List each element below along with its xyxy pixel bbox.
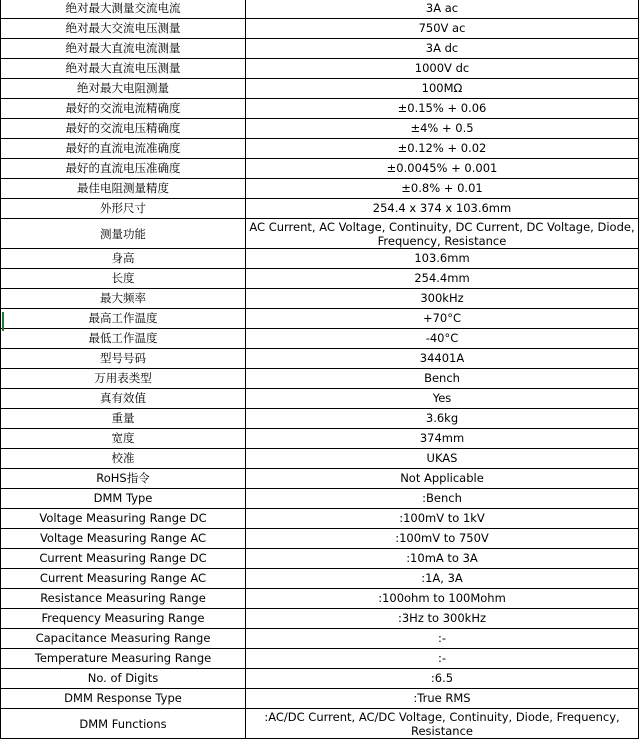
table-row <box>1 569 639 589</box>
spec-label-cell[interactable]: DMM Type <box>1 489 246 509</box>
spec-label-cell[interactable]: 绝对最大测量交流电流 <box>1 0 246 19</box>
table-row <box>1 269 639 289</box>
table-row <box>1 509 639 529</box>
spec-value-cell[interactable]: :100ohm to 100Mohm <box>246 589 639 609</box>
spec-value-cell[interactable]: -40°C <box>246 329 639 349</box>
spec-value-text: :AC/DC Current, AC/DC Voltage, Continuity, Diode, Frequency, Resistance <box>264 709 620 738</box>
spec-label-cell[interactable]: Resistance Measuring Range <box>1 589 246 609</box>
spec-value-cell[interactable]: :- <box>246 629 639 649</box>
table-row <box>1 249 639 269</box>
spec-value-cell[interactable]: +70°C <box>246 309 639 329</box>
spec-value-cell[interactable]: :Bench <box>246 489 639 509</box>
table-row <box>1 469 639 489</box>
spec-label-cell[interactable]: 测量功能 <box>1 219 246 249</box>
spec-label-cell[interactable]: 校准 <box>1 449 246 469</box>
spec-value-cell[interactable]: ±4% + 0.5 <box>246 119 639 139</box>
table-row <box>1 409 639 429</box>
spec-value-cell[interactable]: 254.4mm <box>246 269 639 289</box>
spec-label-cell[interactable]: Current Measuring Range DC <box>1 549 246 569</box>
table-row <box>1 309 639 329</box>
spec-label-cell[interactable]: Frequency Measuring Range <box>1 609 246 629</box>
spec-value-cell[interactable]: UKAS <box>246 449 639 469</box>
spec-value-cell[interactable]: :3Hz to 300kHz <box>246 609 639 629</box>
spec-value-cell[interactable]: 103.6mm <box>246 249 639 269</box>
spec-label-cell[interactable]: 长度 <box>1 269 246 289</box>
spec-value-cell[interactable]: 100MΩ <box>246 79 639 99</box>
table-row <box>1 629 639 649</box>
spec-label-cell[interactable]: 绝对最大直流电流测量 <box>1 39 246 59</box>
spec-label-cell[interactable]: 型号号码 <box>1 349 246 369</box>
spec-table-body <box>1 0 639 739</box>
table-row <box>1 159 639 179</box>
spec-value-cell[interactable]: :6.5 <box>246 669 639 689</box>
spec-label-cell[interactable]: 重量 <box>1 409 246 429</box>
spec-label-cell[interactable]: Current Measuring Range AC <box>1 569 246 589</box>
table-row <box>1 139 639 159</box>
spec-value-cell[interactable]: ±0.0045% + 0.001 <box>246 159 639 179</box>
table-row <box>1 349 639 369</box>
spec-value-cell[interactable]: :100mV to 750V <box>246 529 639 549</box>
table-row <box>1 179 639 199</box>
spec-label-cell[interactable]: 最好的直流电压准确度 <box>1 159 246 179</box>
spec-value-cell[interactable] <box>246 219 639 249</box>
spec-value-cell[interactable]: ±0.15% + 0.06 <box>246 99 639 119</box>
table-row <box>1 119 639 139</box>
spec-label-cell[interactable]: RoHS指令 <box>1 469 246 489</box>
table-row <box>1 689 639 709</box>
spec-value-cell[interactable]: :10mA to 3A <box>246 549 639 569</box>
spec-value-cell[interactable]: :- <box>246 649 639 669</box>
table-row <box>1 369 639 389</box>
table-row <box>1 19 639 39</box>
spec-value-cell[interactable]: :100mV to 1kV <box>246 509 639 529</box>
spec-label-cell[interactable]: Voltage Measuring Range AC <box>1 529 246 549</box>
spec-label-cell[interactable]: 万用表类型 <box>1 369 246 389</box>
spec-value-cell[interactable]: 750V ac <box>246 19 639 39</box>
table-row <box>1 649 639 669</box>
spec-value-cell[interactable]: 3A dc <box>246 39 639 59</box>
spec-value-cell[interactable]: :1A, 3A <box>246 569 639 589</box>
table-row <box>1 219 639 249</box>
spec-label-cell[interactable]: 外形尺寸 <box>1 199 246 219</box>
spec-label-cell[interactable]: 绝对最大直流电压测量 <box>1 59 246 79</box>
table-row <box>1 199 639 219</box>
spec-value-cell[interactable]: :True RMS <box>246 689 639 709</box>
spec-label-cell[interactable]: 绝对最大电阻测量 <box>1 79 246 99</box>
table-row <box>1 39 639 59</box>
spec-label-cell[interactable]: 最低工作温度 <box>1 329 246 349</box>
spec-value-cell[interactable]: 254.4 x 374 x 103.6mm <box>246 199 639 219</box>
spec-value-cell[interactable]: ±0.8% + 0.01 <box>246 179 639 199</box>
spec-label-cell[interactable]: 真有效值 <box>1 389 246 409</box>
table-row <box>1 59 639 79</box>
table-row <box>1 0 639 19</box>
spec-value-cell[interactable]: 34401A <box>246 349 639 369</box>
spec-value-text: AC Current, AC Voltage, Continuity, DC Current, DC Voltage, Diode, Frequency, Resistance <box>249 219 635 248</box>
spec-label-cell[interactable]: Voltage Measuring Range DC <box>1 509 246 529</box>
spec-label-cell[interactable]: 绝对最大交流电压测量 <box>1 19 246 39</box>
spec-label-cell[interactable]: DMM Response Type <box>1 689 246 709</box>
table-row <box>1 289 639 309</box>
spec-value-cell[interactable] <box>246 709 639 739</box>
spec-label-cell[interactable]: No. of Digits <box>1 669 246 689</box>
spec-value-cell[interactable]: 3A ac <box>246 0 639 19</box>
spec-value-cell[interactable]: 3.6kg <box>246 409 639 429</box>
table-row <box>1 79 639 99</box>
table-row <box>1 609 639 629</box>
spec-label-cell[interactable]: 最好的交流电压精确度 <box>1 119 246 139</box>
spec-label-cell[interactable]: DMM Functions <box>1 709 246 739</box>
spec-label-cell[interactable]: 最佳电阻测量精度 <box>1 179 246 199</box>
table-row <box>1 669 639 689</box>
spec-value-cell[interactable]: 1000V dc <box>246 59 639 79</box>
spec-value-cell[interactable]: ±0.12% + 0.02 <box>246 139 639 159</box>
table-row <box>1 389 639 409</box>
table-row <box>1 549 639 569</box>
table-row <box>1 99 639 119</box>
table-row <box>1 429 639 449</box>
table-row <box>1 529 639 549</box>
table-row <box>1 709 639 739</box>
row-selection-marker <box>2 312 4 331</box>
spec-value-cell[interactable]: 300kHz <box>246 289 639 309</box>
spec-value-cell[interactable]: Yes <box>246 389 639 409</box>
table-row <box>1 589 639 609</box>
table-row <box>1 449 639 469</box>
spec-label-cell[interactable]: 身高 <box>1 249 246 269</box>
spec-label-cell[interactable]: 最好的直流电流准确度 <box>1 139 246 159</box>
spec-label-cell[interactable]: 宽度 <box>1 429 246 449</box>
spec-label-cell[interactable]: Temperature Measuring Range <box>1 649 246 669</box>
spec-label-cell[interactable]: 最高工作温度 <box>1 309 246 329</box>
spec-label-cell[interactable]: 最大频率 <box>1 289 246 309</box>
spec-label-cell[interactable]: Capacitance Measuring Range <box>1 629 246 649</box>
spec-value-cell[interactable]: Not Applicable <box>246 469 639 489</box>
spec-value-cell[interactable]: 374mm <box>246 429 639 449</box>
spec-label-cell[interactable]: 最好的交流电流精确度 <box>1 99 246 119</box>
table-row <box>1 329 639 349</box>
table-row <box>1 489 639 509</box>
spec-value-cell[interactable]: Bench <box>246 369 639 389</box>
